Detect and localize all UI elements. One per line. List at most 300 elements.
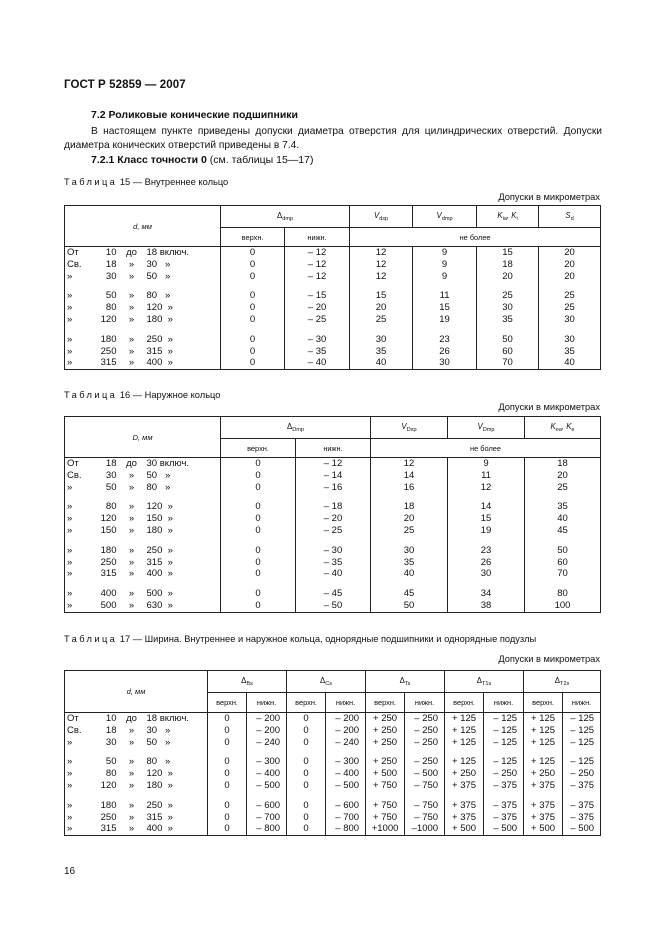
value-cell: 15 xyxy=(448,513,525,525)
value-cell: 30 xyxy=(413,357,477,369)
size-range-cell: 180 xyxy=(100,333,117,345)
value-cell: 19 xyxy=(413,314,477,326)
value-cell: 30 xyxy=(477,302,539,314)
size-range-cell: От xyxy=(65,713,93,725)
size-range-cell: 18 xyxy=(105,458,117,469)
size-range-cell: 120 xyxy=(100,313,117,325)
col-header-upper: верхн. xyxy=(287,693,326,713)
value-cell: 0 xyxy=(208,713,247,725)
size-range-cell: до xyxy=(126,247,137,258)
row-spacer xyxy=(65,580,601,588)
size-range-cell: » xyxy=(128,811,135,823)
size-range-cell: 30 » xyxy=(145,259,221,271)
value-cell: 0 xyxy=(221,557,296,569)
size-range-cell: 120 xyxy=(100,779,117,791)
size-range-cell: » xyxy=(128,524,135,536)
value-cell: 40 xyxy=(350,357,413,369)
table-row xyxy=(65,756,601,768)
size-range-cell: » xyxy=(65,812,93,824)
value-cell: 15 xyxy=(477,247,539,259)
row-spacer xyxy=(65,537,601,545)
table17-caption xyxy=(64,634,536,644)
table-row xyxy=(65,600,601,612)
subsection-title-bold: 7.2.1 Класс точности 0 xyxy=(91,154,207,166)
size-range-cell: 315 » xyxy=(145,346,221,358)
value-cell: – 125 xyxy=(484,737,524,749)
size-range-cell: » xyxy=(65,600,93,612)
value-cell: – 250 xyxy=(405,725,445,737)
value-cell: – 16 xyxy=(296,482,371,494)
size-range-cell: От xyxy=(65,458,93,470)
value-cell: – 50 xyxy=(296,600,371,612)
value-cell: + 250 xyxy=(445,768,484,780)
table-row xyxy=(65,737,601,749)
size-range-cell: 315 xyxy=(93,823,119,835)
value-cell: – 500 xyxy=(326,780,366,792)
value-cell: 0 xyxy=(221,334,285,346)
size-range-cell: 250 » xyxy=(145,545,221,557)
value-cell: 50 xyxy=(477,334,539,346)
value-cell: 25 xyxy=(477,290,539,302)
size-range-cell: » xyxy=(119,823,145,835)
table-row xyxy=(65,259,601,271)
value-cell: 14 xyxy=(371,470,448,482)
col-header-delta-dmp: $\Delta_{dmp}$ xyxy=(221,206,350,228)
value-cell: 20 xyxy=(539,247,601,259)
table-row xyxy=(65,780,601,792)
value-cell: 20 xyxy=(350,302,413,314)
value-cell: 12 xyxy=(371,458,448,470)
size-range-cell: » xyxy=(128,501,135,513)
table-row xyxy=(65,713,601,725)
value-cell: 12 xyxy=(350,271,413,283)
size-range-cell: » xyxy=(65,346,93,358)
col-header-kea-ke: $K_{ea}$, $K_e$ xyxy=(525,417,601,439)
size-range-cell: » xyxy=(128,313,135,325)
value-cell: – 125 xyxy=(563,756,601,768)
value-cell: – 30 xyxy=(285,334,350,346)
size-range-cell: 180 » xyxy=(145,525,221,537)
col-header-d: d, мм xyxy=(65,671,208,713)
size-range-cell: » xyxy=(65,545,93,557)
table-row xyxy=(65,290,601,302)
col-header-upper: верхн. xyxy=(445,693,484,713)
value-cell: – 250 xyxy=(484,768,524,780)
value-cell: – 12 xyxy=(285,271,350,283)
size-range-cell: » xyxy=(65,800,93,812)
table16-caption-text: 16 — Наружное кольцо xyxy=(117,390,221,400)
value-cell: – 250 xyxy=(405,713,445,725)
value-cell: + 750 xyxy=(366,780,405,792)
value-cell: 9 xyxy=(413,271,477,283)
size-range-cell: 180 » xyxy=(145,780,208,792)
value-cell: + 125 xyxy=(524,737,563,749)
value-cell: – 25 xyxy=(296,525,371,537)
value-cell: – 500 xyxy=(563,823,601,835)
size-range-cell: » xyxy=(128,556,135,568)
size-range-cell: 250 » xyxy=(145,800,208,812)
value-cell: 0 xyxy=(208,737,247,749)
size-range-cell: 50 » xyxy=(145,737,208,749)
value-cell: 0 xyxy=(287,756,326,768)
table17-caption-text: 17 — Ширина. Внутреннее и наружное кольца, однорядные подшипники и однорядные подузлы xyxy=(117,634,537,644)
value-cell: – 200 xyxy=(247,725,287,737)
col-header-lower: нижн. xyxy=(296,439,371,458)
size-range-cell: 18 включ. xyxy=(145,713,208,725)
value-cell: + 750 xyxy=(366,800,405,812)
value-cell: – 125 xyxy=(563,737,601,749)
size-range-cell: » xyxy=(65,780,93,792)
value-cell: + 125 xyxy=(445,713,484,725)
size-range-cell: 80 » xyxy=(145,290,221,302)
value-cell: 0 xyxy=(221,501,296,513)
value-cell: 35 xyxy=(350,346,413,358)
size-range-cell: От xyxy=(65,247,93,259)
table17 xyxy=(64,670,601,836)
value-cell: 11 xyxy=(448,470,525,482)
table-row xyxy=(65,247,601,259)
table16-caption xyxy=(64,390,220,400)
size-range-cell: 30 xyxy=(105,270,117,282)
table16 xyxy=(64,416,601,613)
value-cell: – 375 xyxy=(484,780,524,792)
size-range-cell: Св. xyxy=(65,470,93,482)
value-cell: – 30 xyxy=(296,545,371,557)
value-cell: 60 xyxy=(525,557,601,569)
value-cell: 19 xyxy=(448,525,525,537)
value-cell: 15 xyxy=(350,290,413,302)
value-cell: 0 xyxy=(221,346,285,358)
size-range-cell: » xyxy=(128,756,135,768)
size-range-cell: 150 xyxy=(100,524,117,536)
value-cell: – 25 xyxy=(285,314,350,326)
value-cell: – 240 xyxy=(247,737,287,749)
value-cell: – 750 xyxy=(405,780,445,792)
size-range-cell: 250 » xyxy=(145,334,221,346)
value-cell: 30 xyxy=(448,568,525,580)
value-cell: – 250 xyxy=(563,768,601,780)
size-range-cell: 180 » xyxy=(145,314,221,326)
value-cell: 30 xyxy=(371,545,448,557)
value-cell: 0 xyxy=(287,713,326,725)
table-row xyxy=(65,812,601,824)
size-range-cell: 500 » xyxy=(145,588,221,600)
value-cell: 0 xyxy=(208,756,247,768)
row-spacer xyxy=(65,282,601,290)
value-cell: 50 xyxy=(371,600,448,612)
col-header-delta-T2s: $\Delta_{T2s}$ xyxy=(524,671,601,693)
size-range-cell: 10 xyxy=(105,247,117,258)
value-cell: 80 xyxy=(525,588,601,600)
value-cell: + 500 xyxy=(524,823,563,835)
size-range-cell: » xyxy=(128,302,135,314)
value-cell: – 240 xyxy=(326,737,366,749)
value-cell: 0 xyxy=(208,812,247,824)
size-range-cell: » xyxy=(65,525,93,537)
size-range-cell: 400 » xyxy=(145,568,221,580)
col-header-lower: нижн. xyxy=(326,693,366,713)
value-cell: – 600 xyxy=(326,800,366,812)
size-range-cell: » xyxy=(128,799,135,811)
table15-caption-text: 15 — Внутреннее кольцо xyxy=(117,177,229,187)
table-row xyxy=(65,768,601,780)
value-cell: – 200 xyxy=(326,713,366,725)
size-range-cell: 80 » xyxy=(145,756,208,768)
size-range-cell: 180 xyxy=(100,544,117,556)
size-range-cell: » xyxy=(128,513,135,525)
col-header-lower: нижн. xyxy=(405,693,445,713)
value-cell: 40 xyxy=(539,357,601,369)
value-cell: 40 xyxy=(371,568,448,580)
size-range-cell: 400 xyxy=(100,588,117,600)
value-cell: 14 xyxy=(448,501,525,513)
value-cell: – 125 xyxy=(484,725,524,737)
value-cell: 60 xyxy=(477,346,539,358)
section-intro: В настоящем пункте приведены допуски диаметра отверстия для цилиндрических отверстий. Допуски диаметра конических отверстий приведены в 7.4. xyxy=(64,126,602,151)
size-range-cell: » xyxy=(128,736,135,748)
size-range-cell: » xyxy=(128,588,135,600)
col-header-lower: нижн. xyxy=(247,693,287,713)
size-range-cell: 150 » xyxy=(145,513,221,525)
size-range-cell: » xyxy=(128,469,135,481)
size-range-cell: » xyxy=(65,588,93,600)
value-cell: 40 xyxy=(525,513,601,525)
value-cell: 0 xyxy=(221,458,296,470)
table-row xyxy=(65,800,601,812)
col-header-upper: верхн. xyxy=(208,693,247,713)
col-header-vdmp: $V_{dmp}$ xyxy=(413,206,477,228)
value-cell: – 700 xyxy=(326,812,366,824)
table17-units: Допуски в микрометрах xyxy=(498,654,600,664)
size-range-cell: » xyxy=(65,334,93,346)
value-cell: + 125 xyxy=(445,725,484,737)
value-cell: 45 xyxy=(371,588,448,600)
size-range-cell: 50 » xyxy=(145,470,221,482)
value-cell: 0 xyxy=(221,525,296,537)
value-cell: 20 xyxy=(539,271,601,283)
value-cell: 0 xyxy=(208,823,247,835)
value-cell: 25 xyxy=(350,314,413,326)
size-range-cell: 50 xyxy=(105,756,117,768)
value-cell: – 18 xyxy=(296,501,371,513)
value-cell: + 125 xyxy=(445,756,484,768)
value-cell: 0 xyxy=(221,357,285,369)
value-cell: – 12 xyxy=(285,247,350,259)
value-cell: 20 xyxy=(539,259,601,271)
value-cell: 0 xyxy=(221,271,285,283)
table16-units: Допуски в микрометрах xyxy=(498,402,600,412)
size-range-cell: 180 xyxy=(100,799,117,811)
col-header-delta-Dmp: $\Delta_{Dmp}$ xyxy=(221,417,371,439)
value-cell: – 375 xyxy=(484,800,524,812)
value-cell: + 250 xyxy=(366,756,405,768)
value-cell: + 125 xyxy=(524,713,563,725)
value-cell: –1000 xyxy=(405,823,445,835)
value-cell: 0 xyxy=(221,470,296,482)
row-spacer xyxy=(65,326,601,334)
value-cell: – 750 xyxy=(405,812,445,824)
value-cell: – 250 xyxy=(405,756,445,768)
value-cell: 18 xyxy=(477,259,539,271)
value-cell: 0 xyxy=(221,588,296,600)
size-range-cell: 18 включ. xyxy=(145,247,221,259)
table15-units: Допуски в микрометрах xyxy=(498,192,600,202)
value-cell: + 250 xyxy=(366,713,405,725)
table-row xyxy=(65,470,601,482)
col-header-delta-T1s: $\Delta_{T1s}$ xyxy=(445,671,524,693)
value-cell: 0 xyxy=(221,302,285,314)
table-row xyxy=(65,557,601,569)
size-range-cell: » xyxy=(128,768,135,780)
table-row xyxy=(65,482,601,494)
value-cell: 0 xyxy=(287,780,326,792)
table-row xyxy=(65,346,601,358)
value-cell: – 500 xyxy=(405,768,445,780)
col-header-d: d, мм xyxy=(65,206,221,247)
size-range-cell: » xyxy=(128,544,135,556)
size-range-cell: » xyxy=(65,482,93,494)
value-cell: + 375 xyxy=(445,812,484,824)
value-cell: 35 xyxy=(539,346,601,358)
size-range-cell: » xyxy=(65,501,93,513)
size-range-cell: 80 xyxy=(105,768,117,780)
value-cell: – 300 xyxy=(326,756,366,768)
value-cell: – 125 xyxy=(563,713,601,725)
value-cell: 26 xyxy=(413,346,477,358)
size-range-cell: 120 » xyxy=(145,501,221,513)
size-range-cell: 80 xyxy=(105,501,117,513)
table-row xyxy=(65,314,601,326)
size-range-cell: » xyxy=(65,314,93,326)
value-cell: + 500 xyxy=(366,768,405,780)
value-cell: – 250 xyxy=(405,737,445,749)
value-cell: + 375 xyxy=(445,780,484,792)
size-range-cell: Св. xyxy=(65,725,93,737)
col-header-upper: верхн. xyxy=(366,693,405,713)
value-cell: – 40 xyxy=(296,568,371,580)
size-range-cell: » xyxy=(128,779,135,791)
value-cell: – 12 xyxy=(296,458,371,470)
size-range-cell: 630 » xyxy=(145,600,221,612)
value-cell: – 200 xyxy=(247,713,287,725)
value-cell: 20 xyxy=(477,271,539,283)
value-cell: 20 xyxy=(371,513,448,525)
size-range-cell: » xyxy=(65,271,93,283)
col-header-lower: нижн. xyxy=(563,693,601,713)
value-cell: 25 xyxy=(539,302,601,314)
value-cell: + 500 xyxy=(445,823,484,835)
value-cell: 9 xyxy=(448,458,525,470)
size-range-cell: 50 xyxy=(105,481,117,493)
size-range-cell: » xyxy=(65,823,93,835)
size-range-cell: 50 » xyxy=(145,271,221,283)
table15-caption xyxy=(64,177,228,187)
value-cell: 0 xyxy=(287,737,326,749)
size-range-cell: » xyxy=(65,737,93,749)
value-cell: 18 xyxy=(371,501,448,513)
value-cell: – 750 xyxy=(405,800,445,812)
value-cell: – 12 xyxy=(285,259,350,271)
table15-caption-word: Таблица xyxy=(64,177,118,187)
size-range-cell: 10 xyxy=(105,713,117,724)
size-range-cell: до xyxy=(126,713,137,724)
value-cell: – 800 xyxy=(326,823,366,835)
value-cell: – 200 xyxy=(326,725,366,737)
document-id: ГОСТ Р 52859 — 2007 xyxy=(64,79,186,91)
value-cell: – 400 xyxy=(247,768,287,780)
value-cell: 16 xyxy=(371,482,448,494)
col-header-lower: нижн. xyxy=(285,228,350,247)
value-cell: 0 xyxy=(221,600,296,612)
value-cell: + 250 xyxy=(524,768,563,780)
value-cell: 15 xyxy=(413,302,477,314)
size-range-cell: » xyxy=(65,302,93,314)
value-cell: 0 xyxy=(287,768,326,780)
size-range-cell: 30 » xyxy=(145,725,208,737)
value-cell: – 700 xyxy=(247,812,287,824)
col-header-kia-ki: $K_{ia}$, $K_i$ xyxy=(477,206,539,228)
value-cell: 0 xyxy=(221,290,285,302)
table-row xyxy=(65,334,601,346)
value-cell: 0 xyxy=(287,823,326,835)
table16-caption-word: Таблица xyxy=(64,390,118,400)
value-cell: 12 xyxy=(448,482,525,494)
value-cell: 0 xyxy=(208,768,247,780)
table-row xyxy=(65,513,601,525)
value-cell: + 125 xyxy=(524,756,563,768)
size-range-cell: 120 » xyxy=(145,768,208,780)
value-cell: – 300 xyxy=(247,756,287,768)
col-header-VDsp: $V_{Dsp}$ xyxy=(371,417,448,439)
col-header-D: D, мм xyxy=(65,417,221,458)
size-range-cell: 120 » xyxy=(145,302,221,314)
table-row xyxy=(65,271,601,283)
value-cell: 25 xyxy=(371,525,448,537)
size-range-cell: » xyxy=(128,568,135,580)
col-header-upper: верхн. xyxy=(221,228,285,247)
table-row xyxy=(65,357,601,369)
size-range-cell: » xyxy=(65,513,93,525)
size-range-cell: » xyxy=(128,724,135,736)
size-range-cell: 30 xyxy=(105,736,117,748)
value-cell: 0 xyxy=(208,725,247,737)
table17-caption-word: Таблица xyxy=(64,634,118,644)
size-range-cell: » xyxy=(65,768,93,780)
value-cell: 35 xyxy=(477,314,539,326)
value-cell: – 35 xyxy=(296,557,371,569)
table15 xyxy=(64,205,601,370)
table-row xyxy=(65,568,601,580)
size-range-cell: до xyxy=(126,458,137,469)
value-cell: 12 xyxy=(350,259,413,271)
value-cell: + 375 xyxy=(524,800,563,812)
size-range-cell: 120 xyxy=(100,513,117,525)
value-cell: 26 xyxy=(448,557,525,569)
value-cell: 23 xyxy=(448,545,525,557)
value-cell: 23 xyxy=(413,334,477,346)
col-header-sd: $S_d$ xyxy=(539,206,601,228)
value-cell: 25 xyxy=(525,482,601,494)
size-range-cell: 315 » xyxy=(145,557,221,569)
value-cell: 70 xyxy=(525,568,601,580)
value-cell: – 125 xyxy=(563,725,601,737)
value-cell: – 375 xyxy=(484,812,524,824)
size-range-cell: » xyxy=(65,568,93,580)
value-cell: – 45 xyxy=(296,588,371,600)
value-cell: 0 xyxy=(287,800,326,812)
col-header-VDmp: $V_{Dmp}$ xyxy=(448,417,525,439)
value-cell: + 125 xyxy=(524,725,563,737)
